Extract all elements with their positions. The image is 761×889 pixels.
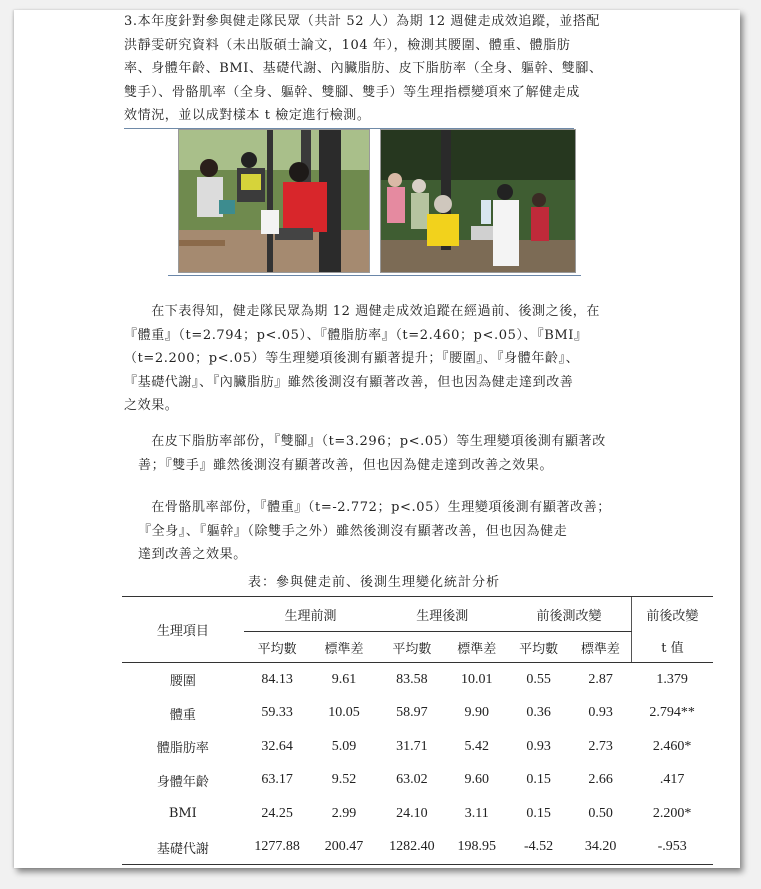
post-sd: 9.90	[464, 705, 489, 721]
post-sd: 10.01	[461, 671, 493, 687]
header-diff-sd: 標準差	[570, 632, 631, 663]
intro-line: 率、身體年齡、BMI、基礎代謝、內臟脂肪、皮下脂肪率（全身、軀幹、雙腳、	[124, 61, 603, 76]
post-mean: 31.71	[396, 738, 428, 754]
row-item: 體脂肪率	[156, 741, 209, 757]
row-item: 身體年齡	[156, 774, 209, 790]
diff-mean: -4.52	[507, 831, 570, 865]
header-change: 前後改變	[631, 597, 713, 632]
table-row	[122, 831, 713, 865]
intro-line: 3.本年度針對參與健走隊民眾（共計 52 人）為期 12 週健走成效追蹤，並搭配	[124, 14, 601, 29]
results-line: 『基礎代謝』、『內臟脂肪』雖然後測沒有顯著改善，但也因為健走達到改善	[124, 374, 574, 390]
skeletal-line: 在骨骼肌率部份，『體重』（t=-2.772；p<.05）生理變項後測有顯著改善；	[124, 500, 611, 515]
photo-health-check-left	[178, 129, 370, 273]
subcutaneous-line: 善；『雙手』雖然後測沒有顯著改善，但也因為健走達到改善之效果。	[138, 457, 554, 473]
diff-mean: 0.93	[526, 738, 551, 754]
skeletal-line: 達到改善之效果。	[138, 547, 247, 562]
post-sd: 5.42	[464, 738, 489, 754]
t-value: -.953	[631, 831, 713, 865]
subcutaneous-line: 在皮下脂肪率部份，『雙腳』（t=3.296；p<.05）等生理變項後測有顯著改	[124, 434, 606, 449]
pre-sd: 2.99	[331, 805, 357, 821]
post-sd: 198.95	[446, 831, 507, 865]
stats-table	[122, 596, 713, 865]
skeletal-muscle-paragraph	[124, 496, 611, 567]
results-line: 在下表得知，健走隊民眾為期 12 週健走成效追蹤在經過前、後測之後，在	[124, 304, 601, 319]
document-page	[14, 10, 740, 868]
post-mean: 1282.40	[377, 831, 446, 865]
results-line: （t=2.200；p<.05）等生理變項後測有顯著提升；『腰圍』、『身體年齡』、	[124, 351, 580, 366]
header-post-sd: 標準差	[446, 632, 507, 663]
pre-mean: 1277.88	[244, 831, 311, 865]
header-t-value: t 值	[631, 632, 713, 663]
table-row	[122, 764, 713, 798]
post-mean: 63.02	[396, 772, 428, 788]
header-pre-mean: 平均數	[244, 632, 311, 663]
pre-sd: 5.09	[331, 738, 357, 754]
table-caption: 表：參與健走前、後測生理變化統計分析	[248, 575, 501, 590]
results-line: 『體重』（t=2.794；p<.05）、『體脂肪率』（t=2.460；p<.05）、『BMI』	[124, 327, 588, 343]
results-line: 之效果。	[124, 398, 179, 413]
post-sd: 3.11	[464, 805, 489, 821]
subcutaneous-fat-paragraph	[124, 430, 606, 477]
skeletal-line: 『全身』、『軀幹』（除雙手之外）雖然後測沒有顯著改善，但也因為健走	[138, 523, 568, 539]
pre-sd: 200.47	[311, 831, 378, 865]
table-row	[122, 730, 713, 764]
pre-mean: 63.17	[261, 772, 293, 788]
header-item: 生理項目	[122, 597, 244, 663]
header-post: 生理後測	[377, 597, 507, 632]
intro-paragraph	[124, 10, 603, 129]
pre-mean: 32.64	[261, 738, 293, 754]
photo-health-check-right	[380, 129, 576, 273]
header-post-mean: 平均數	[377, 632, 446, 663]
diff-mean: 0.15	[526, 772, 551, 788]
t-value: 2.460*	[652, 738, 692, 754]
t-value: 2.200*	[652, 805, 692, 821]
pre-sd: 9.61	[331, 671, 357, 687]
intro-line: 雙手）、骨骼肌率（全身、軀幹、雙腳、雙手）等生理指標變項來了解健走成	[124, 84, 580, 100]
t-value: 1.379	[656, 671, 688, 687]
table-row	[122, 797, 713, 831]
pre-mean: 84.13	[261, 671, 293, 687]
row-item: 基礎代謝	[122, 831, 244, 865]
header-diff: 前後測改變	[507, 597, 631, 632]
diff-sd: 0.93	[588, 705, 613, 721]
row-item: 腰圍	[169, 674, 196, 690]
table-row	[122, 697, 713, 731]
diff-sd: 2.87	[588, 671, 613, 687]
diff-sd: 2.73	[588, 738, 613, 754]
diff-sd: 34.20	[570, 831, 631, 865]
intro-line: 洪靜雯研究資料（未出版碩士論文，104 年），檢測其腰圍、體重、體脂肪	[124, 37, 571, 53]
intro-line	[124, 104, 603, 129]
diff-mean: 0.15	[526, 805, 551, 821]
t-value: 2.794**	[649, 705, 695, 721]
intro-line-last: 效情況，並以成對樣本 t 檢定進行檢測。	[124, 104, 574, 129]
header-pre: 生理前測	[244, 597, 378, 632]
results-paragraph	[124, 300, 600, 418]
diff-sd: 0.50	[588, 805, 613, 821]
photo-divider-line	[168, 275, 581, 276]
header-pre-sd: 標準差	[311, 632, 378, 663]
row-item: BMI	[168, 806, 197, 822]
pre-mean: 24.25	[261, 805, 293, 821]
pre-sd: 9.52	[331, 772, 357, 788]
table-row	[122, 663, 713, 697]
post-sd: 9.60	[464, 772, 489, 788]
pre-sd: 10.05	[328, 705, 360, 721]
header-diff-mean: 平均數	[507, 632, 570, 663]
diff-mean: 0.36	[526, 705, 551, 721]
t-value: .417	[659, 772, 685, 788]
row-item: 體重	[169, 707, 196, 723]
pre-mean: 59.33	[261, 705, 293, 721]
diff-sd: 2.66	[588, 772, 613, 788]
post-mean: 83.58	[396, 671, 428, 687]
diff-mean: 0.55	[526, 671, 551, 687]
post-mean: 24.10	[396, 805, 428, 821]
post-mean: 58.97	[396, 705, 428, 721]
